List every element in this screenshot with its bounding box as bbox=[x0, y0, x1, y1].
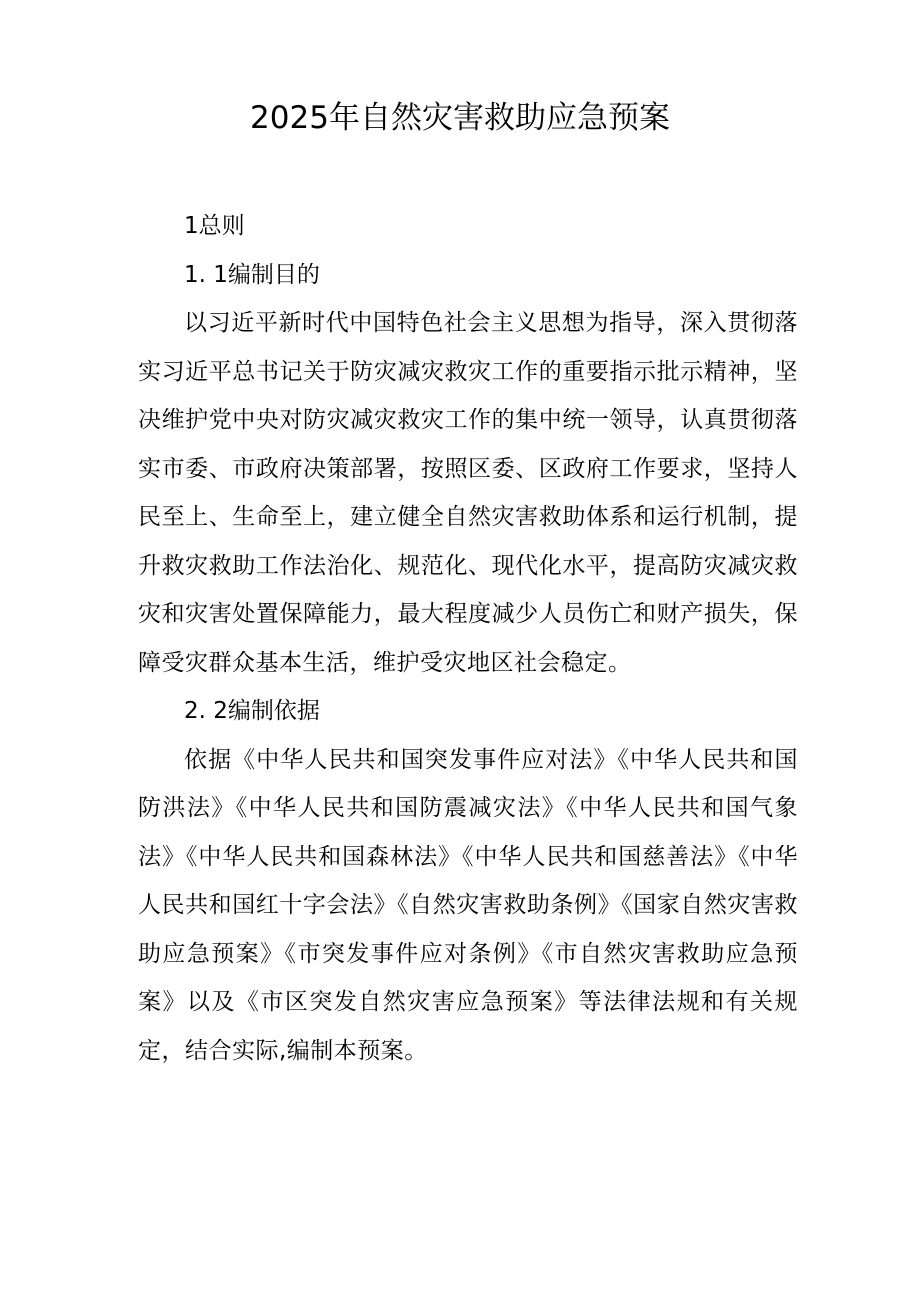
section-heading-general: 1总则 bbox=[184, 213, 245, 239]
section-heading-basis: 2. 2编制依据 bbox=[184, 698, 320, 724]
paragraph-purpose: 以习近平新时代中国特色社会主义思想为指导，深入贯彻落实习近平总书记关于防灾减灾救灾工作的重要指示批示精神，坚决维护党中央对防灾减灾救灾工作的集中统一领导，认真贯彻落实市委、市政府决策部署，按照区委、区政府工作要求，坚持人民至上、生命至上，建立健全自然灾害救助体系和运行机制，提升救灾救助工作法治化、规范化、现代化水平，提高防灾减灾救灾和灾害处置保障能力，最大程度减少人员伤亡和财产损失，保障受灾群众基本生活，维护受灾地区社会稳定。 bbox=[138, 310, 798, 676]
section-heading-purpose: 1. 1编制目的 bbox=[184, 261, 320, 288]
document-title: 2025年自然灾害救助应急预案 bbox=[250, 100, 670, 136]
paragraph-basis: 依据《中华人民共和国突发事件应对法》《中华人民共和国防洪法》《中华人民共和国防震减灾法》《中华人民共和国气象法》《中华人民共和国森林法》《中华人民共和国慈善法》《中华人民共和国红十字会法》《自然灾害救助条例》《国家自然灾害救助应急预案》《市突发事件应对条例》《市自然灾害救助应急预案》以及《市区突发自然灾害应急预案》等法律法规和有关规定，结合实际,编制本预案。 bbox=[138, 746, 798, 1064]
document-body bbox=[138, 202, 798, 1075]
